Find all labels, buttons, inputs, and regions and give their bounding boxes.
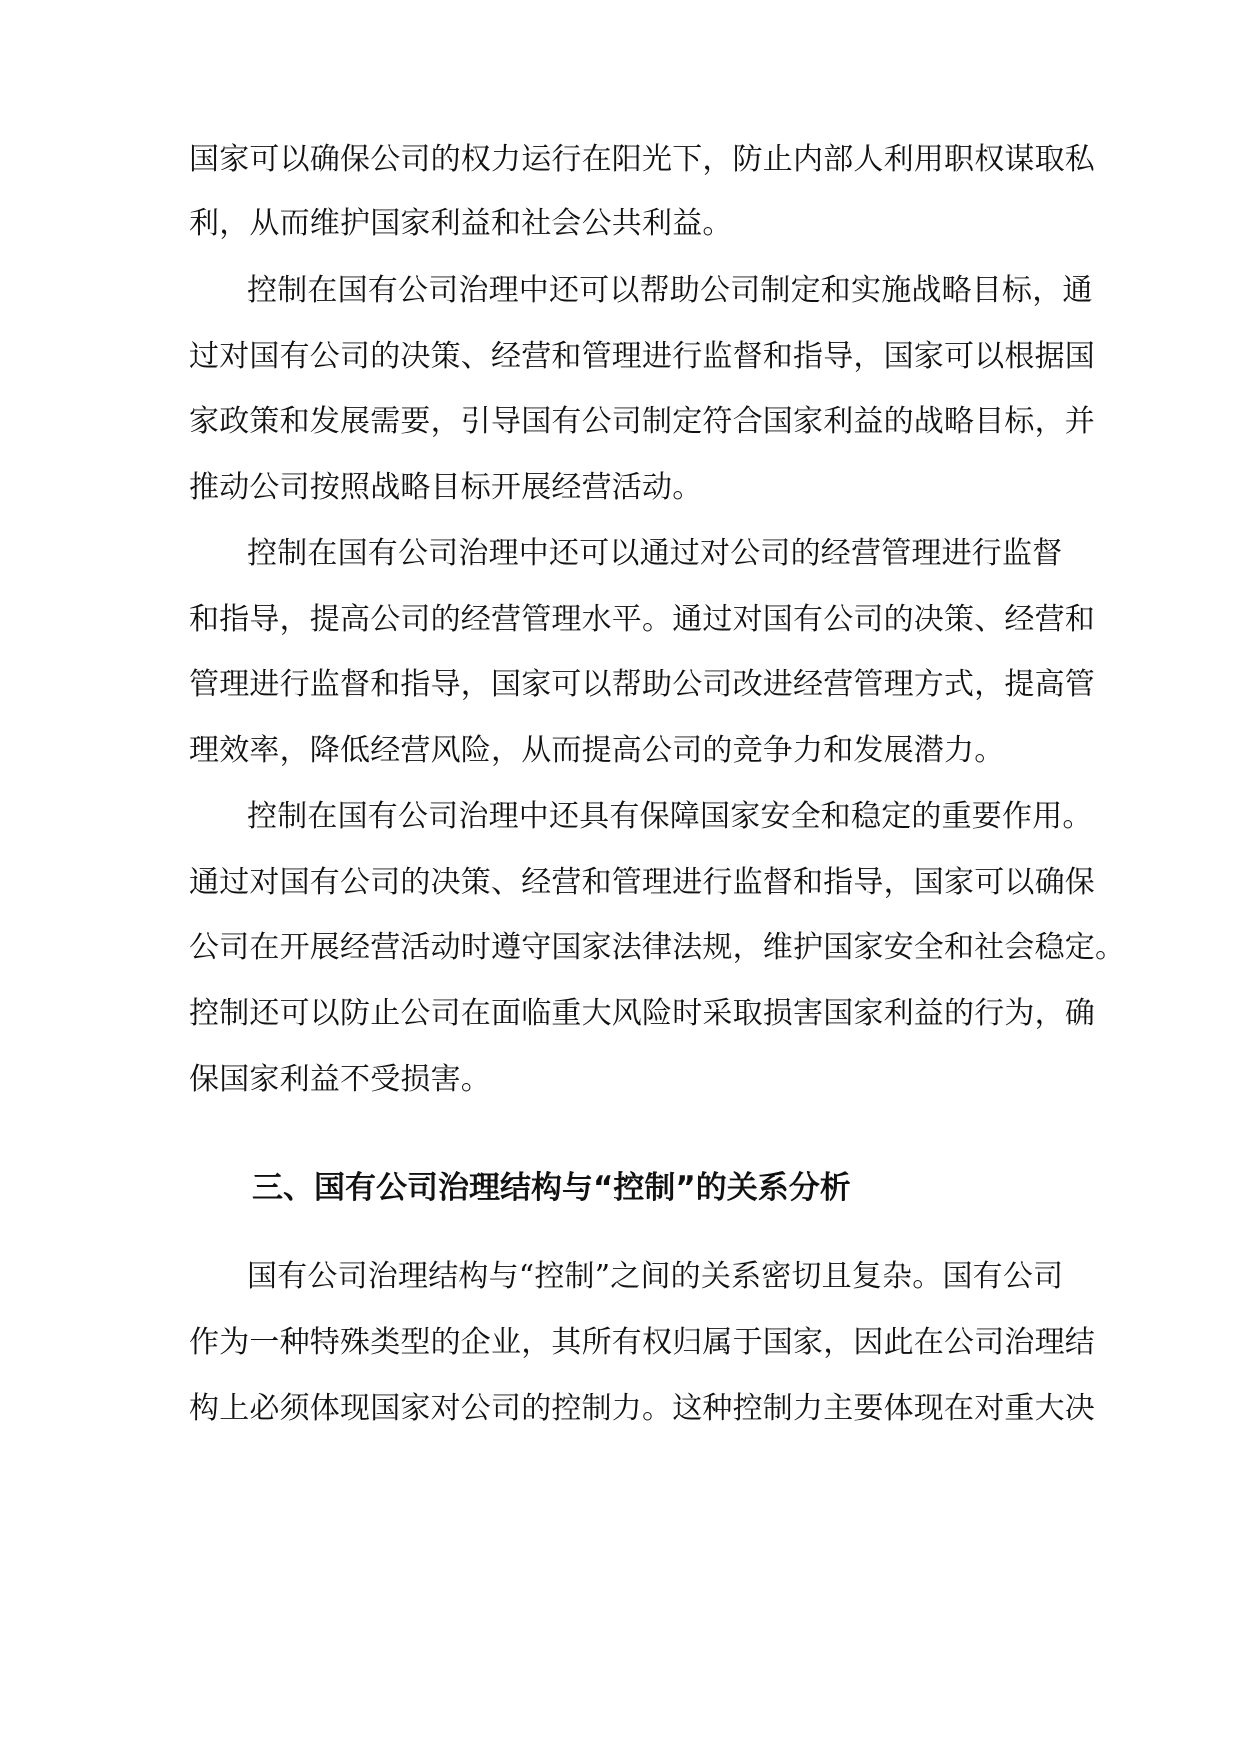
paragraph-3-line-4: 理效率，降低经营风险，从而提高公司的竞争力和发展潜力。	[189, 733, 1005, 768]
paragraph-4-line-1: 控制在国有公司治理中还具有保障国家安全和稳定的重要作用。	[247, 799, 1093, 834]
paragraph-2-line-3: 家政策和发展需要，引导国有公司制定符合国家利益的战略目标，并	[189, 404, 1095, 439]
paragraph-2-line-2: 过对国有公司的决策、经营和管理进行监督和指导，国家可以根据国	[189, 339, 1095, 374]
paragraph-1-line-1: 国家可以确保公司的权力运行在阳光下，防止内部人利用职权谋取私	[189, 142, 1095, 177]
section-paragraph-line-2: 作为一种特殊类型的企业，其所有权归属于国家，因此在公司治理结	[189, 1325, 1095, 1360]
paragraph-4-line-3: 公司在开展经营活动时遵守国家法律法规，维护国家安全和社会稳定。	[189, 930, 1126, 965]
paragraph-3-line-3: 管理进行监督和指导，国家可以帮助公司改进经营管理方式，提高管	[189, 667, 1095, 702]
paragraph-3-line-2: 和指导，提高公司的经营管理水平。通过对国有公司的决策、经营和	[189, 602, 1095, 637]
section-paragraph-line-1: 国有公司治理结构与“控制”之间的关系密切且复杂。国有公司	[247, 1259, 1064, 1294]
paragraph-3-line-1: 控制在国有公司治理中还可以通过对公司的经营管理进行监督	[247, 536, 1063, 571]
paragraph-1-line-2: 利，从而维护国家利益和社会公共利益。	[189, 206, 733, 241]
paragraph-2-line-1: 控制在国有公司治理中还可以帮助公司制定和实施战略目标，通	[247, 273, 1093, 308]
paragraph-4-line-4: 控制还可以防止公司在面临重大风险时采取损害国家利益的行为，确	[189, 996, 1095, 1031]
paragraph-4-line-5: 保国家利益不受损害。	[189, 1062, 491, 1097]
section-paragraph-line-3: 构上必须体现国家对公司的控制力。这种控制力主要体现在对重大决	[189, 1391, 1095, 1426]
section-heading: 三、国有公司治理结构与“控制”的关系分析	[252, 1170, 851, 1206]
paragraph-2-line-4: 推动公司按照战略目标开展经营活动。	[189, 470, 703, 505]
paragraph-4-line-2: 通过对国有公司的决策、经营和管理进行监督和指导，国家可以确保	[189, 865, 1095, 900]
